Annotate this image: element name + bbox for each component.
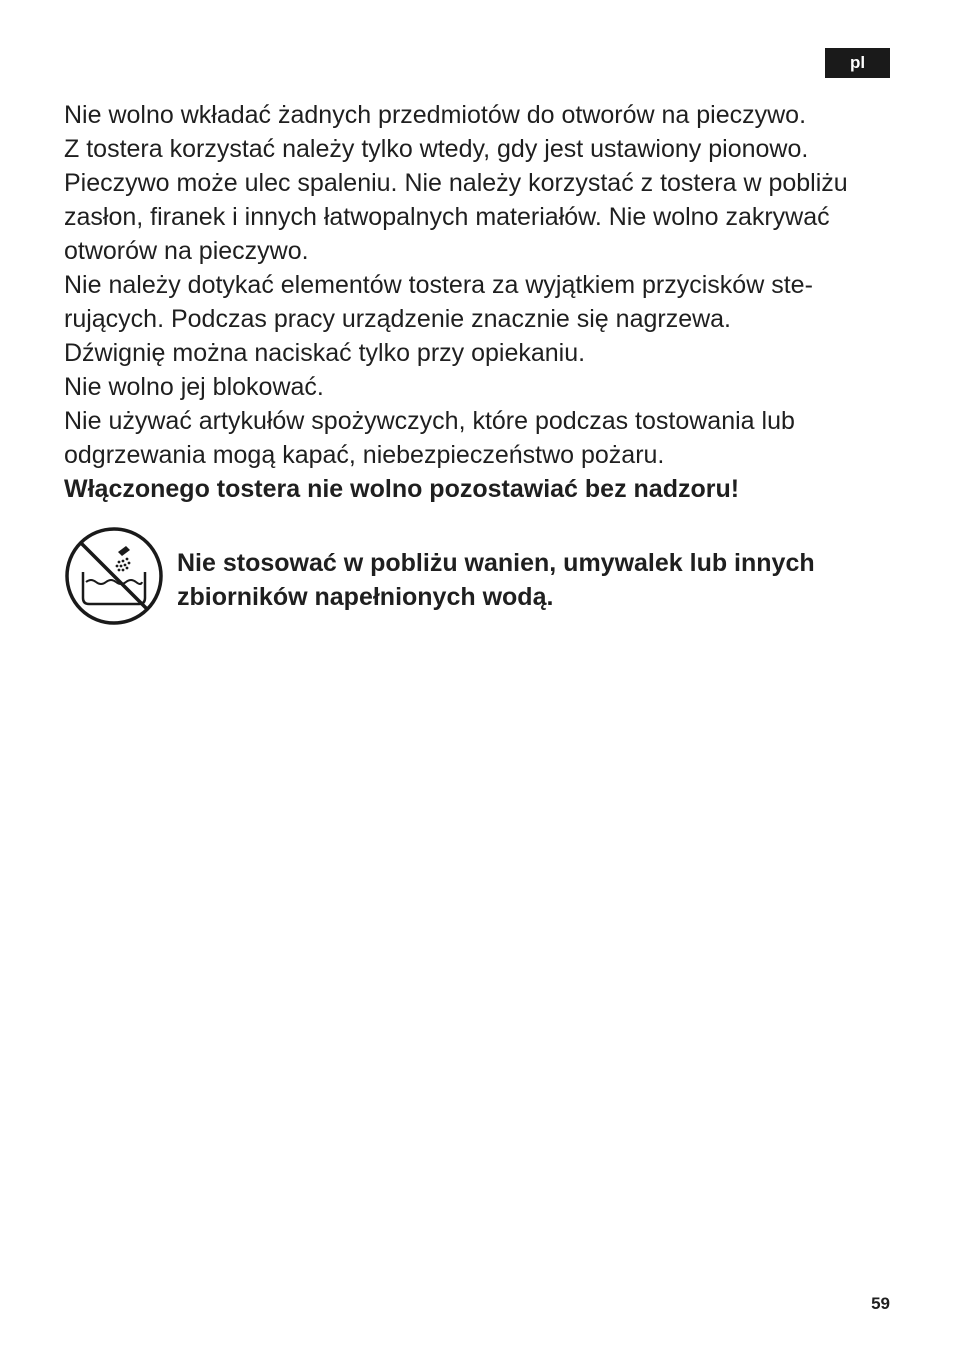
safety-instructions	[64, 98, 894, 506]
paragraph: Nie używać artykułów spożywczych, które podczas tostowania lub odgrzewania mogą kapać, niebezpieczeństwo pożaru.	[64, 407, 795, 469]
page-number: 59	[871, 1294, 890, 1313]
paragraph: Dźwignię można naciskać tylko przy opiekaniu.	[64, 339, 586, 367]
no-water-icon	[64, 526, 164, 626]
paragraph: Nie wolno wkładać żadnych przedmiotów do otworów na pieczywo.	[64, 101, 807, 129]
water-warning	[64, 526, 894, 626]
language-badge: pl	[825, 48, 890, 78]
paragraph: Nie należy dotykać elementów tostera za wyjątkiem przycisków ste-rujących. Podczas pracy urządzenie znacznie się nagrzewa.	[64, 271, 813, 333]
paragraph: Z tostera korzystać należy tylko wtedy, gdy jest ustawiony pionowo. Pieczywo może ulec spaleniu. Nie należy korzystać z tostera w pobliżu zasłon, firanek i innych łatwopalnych materiałów. Nie wolno zakrywać otworów na pieczywo.	[64, 135, 848, 265]
water-warning-text: Nie stosować w pobliżu wanien, umywalek lub innych zbiorników napełnionych wodą.	[177, 549, 815, 611]
bold-warning: Włączonego tostera nie wolno pozostawiać bez nadzoru!	[64, 475, 740, 503]
paragraph: Nie wolno jej blokować.	[64, 373, 324, 401]
